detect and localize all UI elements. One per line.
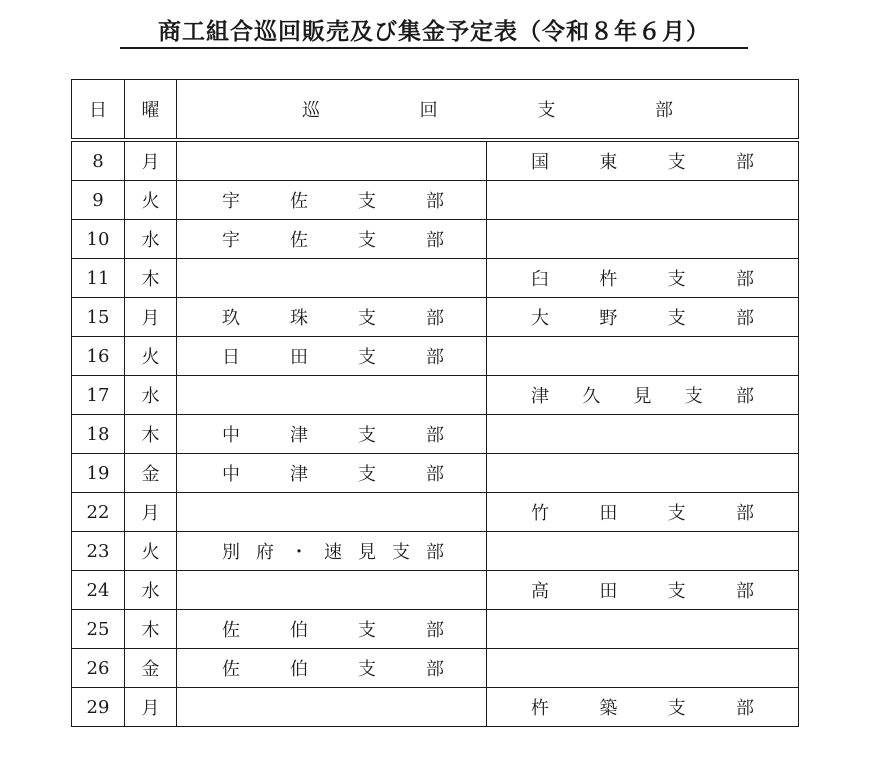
weekday-cell: 火 <box>125 181 177 220</box>
right-branch-cell <box>487 649 799 688</box>
branch-name-char: 支 <box>358 191 376 212</box>
table-row <box>72 610 799 649</box>
title-underline <box>120 47 748 49</box>
right-branch-cell <box>487 493 799 532</box>
schedule-body <box>72 140 799 727</box>
branch-name-char: 部 <box>426 230 444 251</box>
day-cell: 18 <box>72 415 125 454</box>
left-branch-cell <box>177 259 487 298</box>
branch-name-char: 部 <box>426 308 444 329</box>
branch-name-char: 佐 <box>222 620 240 641</box>
header-branches-char: 回 <box>419 100 438 121</box>
branch-name-char: 部 <box>735 269 754 290</box>
left-branch-cell <box>177 571 487 610</box>
header-branches <box>177 80 799 141</box>
branch-name-char: 玖 <box>222 308 240 329</box>
branch-name-char: 宇 <box>222 191 240 212</box>
branch-name-char: 中 <box>222 425 240 446</box>
branch-name <box>177 655 486 681</box>
branch-name-char: 津 <box>290 425 308 446</box>
header-day: 日 <box>72 80 125 141</box>
branch-name <box>487 382 798 408</box>
right-branch-cell <box>487 454 799 493</box>
branch-name-char: 部 <box>735 503 754 524</box>
day-cell: 25 <box>72 610 125 649</box>
branch-name-char: 部 <box>736 386 754 407</box>
table-row <box>72 454 799 493</box>
branch-name-char: 津 <box>531 386 549 407</box>
weekday-cell: 月 <box>125 298 177 337</box>
day-cell: 19 <box>72 454 125 493</box>
branch-name-char: 杵 <box>531 698 549 719</box>
right-branch-cell <box>487 298 799 337</box>
table-row <box>72 298 799 337</box>
branch-name-char: 宇 <box>222 230 240 251</box>
weekday-cell: 金 <box>125 649 177 688</box>
branch-name-char: 府 <box>256 542 274 563</box>
branch-name-char: 支 <box>667 503 686 524</box>
branch-name-char: 部 <box>735 308 754 329</box>
branch-name-char: 伯 <box>290 620 308 641</box>
branch-name-char: 支 <box>667 308 686 329</box>
branch-name-char: 部 <box>426 191 444 212</box>
branch-name-char: 支 <box>667 269 686 290</box>
right-branch-cell <box>487 181 799 220</box>
table-row <box>72 493 799 532</box>
right-branch-cell <box>487 688 799 727</box>
branch-name-char: 部 <box>735 581 754 602</box>
branch-name-char: 竹 <box>531 503 549 524</box>
branch-name-char: 部 <box>426 542 444 563</box>
left-branch-cell <box>177 376 487 415</box>
branch-name-char: 支 <box>358 464 376 485</box>
branch-name-char: 支 <box>684 386 703 407</box>
branch-name-char: 田 <box>599 581 618 602</box>
header-branches-char: 支 <box>537 100 556 121</box>
branch-name <box>487 148 798 174</box>
table-row <box>72 376 799 415</box>
weekday-cell: 火 <box>125 532 177 571</box>
table-row <box>72 259 799 298</box>
branch-name-char: 支 <box>358 308 376 329</box>
day-cell: 9 <box>72 181 125 220</box>
branch-name-char: 見 <box>358 542 376 563</box>
branch-name <box>177 538 486 564</box>
left-branch-cell <box>177 415 487 454</box>
day-cell: 10 <box>72 220 125 259</box>
branch-name <box>487 577 798 603</box>
branch-name-char: 野 <box>599 308 618 329</box>
branch-name-char: 築 <box>599 698 618 719</box>
right-branch-cell <box>487 337 799 376</box>
branch-name <box>177 343 486 369</box>
branch-name <box>177 187 486 213</box>
right-branch-cell <box>487 220 799 259</box>
day-cell: 22 <box>72 493 125 532</box>
branch-name <box>177 421 486 447</box>
branch-name-char: 佐 <box>290 191 308 212</box>
branch-name-char: 部 <box>735 698 754 719</box>
branch-name <box>177 460 486 486</box>
left-branch-cell <box>177 298 487 337</box>
branch-name-char: 部 <box>426 347 444 368</box>
branch-name-char: 支 <box>667 581 686 602</box>
branch-name-char: 支 <box>358 425 376 446</box>
table-row <box>72 415 799 454</box>
weekday-cell: 水 <box>125 220 177 259</box>
branch-name-char: 佐 <box>222 659 240 680</box>
schedule-table <box>71 79 799 727</box>
day-cell: 23 <box>72 532 125 571</box>
header-weekday: 曜 <box>125 80 177 141</box>
branch-name-char: 速 <box>324 542 342 563</box>
weekday-cell: 火 <box>125 337 177 376</box>
branch-name <box>177 304 486 330</box>
branch-name-char: 支 <box>667 698 686 719</box>
left-branch-cell <box>177 610 487 649</box>
branch-name-char: 部 <box>735 152 754 173</box>
table-row <box>72 140 799 181</box>
branch-name-char: 部 <box>426 464 444 485</box>
right-branch-cell <box>487 571 799 610</box>
table-row <box>72 220 799 259</box>
weekday-cell: 月 <box>125 493 177 532</box>
branch-name-char: 津 <box>290 464 308 485</box>
header-row <box>72 80 799 141</box>
header-branches-char: 部 <box>654 100 673 121</box>
branch-name <box>487 694 798 720</box>
right-branch-cell <box>487 532 799 571</box>
table-row <box>72 571 799 610</box>
table-row <box>72 688 799 727</box>
left-branch-cell <box>177 220 487 259</box>
table-row <box>72 337 799 376</box>
branch-name-char: 珠 <box>290 308 308 329</box>
branch-name <box>177 226 486 252</box>
branch-name <box>487 499 798 525</box>
weekday-cell: 月 <box>125 140 177 181</box>
weekday-cell: 木 <box>125 415 177 454</box>
branch-name-char: 支 <box>392 542 410 563</box>
branch-name <box>487 265 798 291</box>
branch-name-char: 杵 <box>599 269 618 290</box>
left-branch-cell <box>177 532 487 571</box>
branch-name-char: 支 <box>358 347 376 368</box>
branch-name-char: 部 <box>426 425 444 446</box>
right-branch-cell <box>487 140 799 181</box>
day-cell: 8 <box>72 140 125 181</box>
branch-name-char: 国 <box>531 152 549 173</box>
weekday-cell: 金 <box>125 454 177 493</box>
branch-name <box>177 616 486 642</box>
weekday-cell: 月 <box>125 688 177 727</box>
weekday-cell: 水 <box>125 571 177 610</box>
branch-name <box>487 304 798 330</box>
branch-name-char: 中 <box>222 464 240 485</box>
branch-name-char: 高 <box>531 581 549 602</box>
right-branch-cell <box>487 376 799 415</box>
page-title: 商工組合巡回販売及び集金予定表（令和８年６月） <box>158 19 710 45</box>
day-cell: 29 <box>72 688 125 727</box>
left-branch-cell <box>177 454 487 493</box>
day-cell: 11 <box>72 259 125 298</box>
right-branch-cell <box>487 259 799 298</box>
branch-name-char: 田 <box>599 503 618 524</box>
left-branch-cell <box>177 688 487 727</box>
right-branch-cell <box>487 610 799 649</box>
weekday-cell: 水 <box>125 376 177 415</box>
branch-name-char: 部 <box>426 659 444 680</box>
left-branch-cell <box>177 337 487 376</box>
weekday-cell: 木 <box>125 259 177 298</box>
branch-name-char: 支 <box>667 152 686 173</box>
branch-name-char: 大 <box>531 308 549 329</box>
weekday-cell: 木 <box>125 610 177 649</box>
branch-name-char: 支 <box>358 659 376 680</box>
left-branch-cell <box>177 493 487 532</box>
branch-name-char: ・ <box>290 542 308 563</box>
branch-name-char: 別 <box>222 542 240 563</box>
branch-name-char: 臼 <box>531 269 549 290</box>
day-cell: 15 <box>72 298 125 337</box>
day-cell: 24 <box>72 571 125 610</box>
branch-name-char: 佐 <box>290 230 308 251</box>
branch-name-char: 支 <box>358 230 376 251</box>
branch-name-char: 支 <box>358 620 376 641</box>
branch-name-char: 見 <box>633 386 652 407</box>
branch-name-char: 日 <box>222 347 240 368</box>
right-branch-cell <box>487 415 799 454</box>
branch-name-char: 伯 <box>290 659 308 680</box>
day-cell: 17 <box>72 376 125 415</box>
day-cell: 16 <box>72 337 125 376</box>
branch-name-char: 東 <box>599 152 618 173</box>
left-branch-cell <box>177 649 487 688</box>
branch-name-char: 部 <box>426 620 444 641</box>
table-row <box>72 181 799 220</box>
left-branch-cell <box>177 181 487 220</box>
left-branch-cell <box>177 140 487 181</box>
header-branches-char: 巡 <box>302 100 320 121</box>
branch-name-char: 田 <box>290 347 308 368</box>
table-row <box>72 649 799 688</box>
branch-name-char: 久 <box>582 386 601 407</box>
day-cell: 26 <box>72 649 125 688</box>
table-row <box>72 532 799 571</box>
